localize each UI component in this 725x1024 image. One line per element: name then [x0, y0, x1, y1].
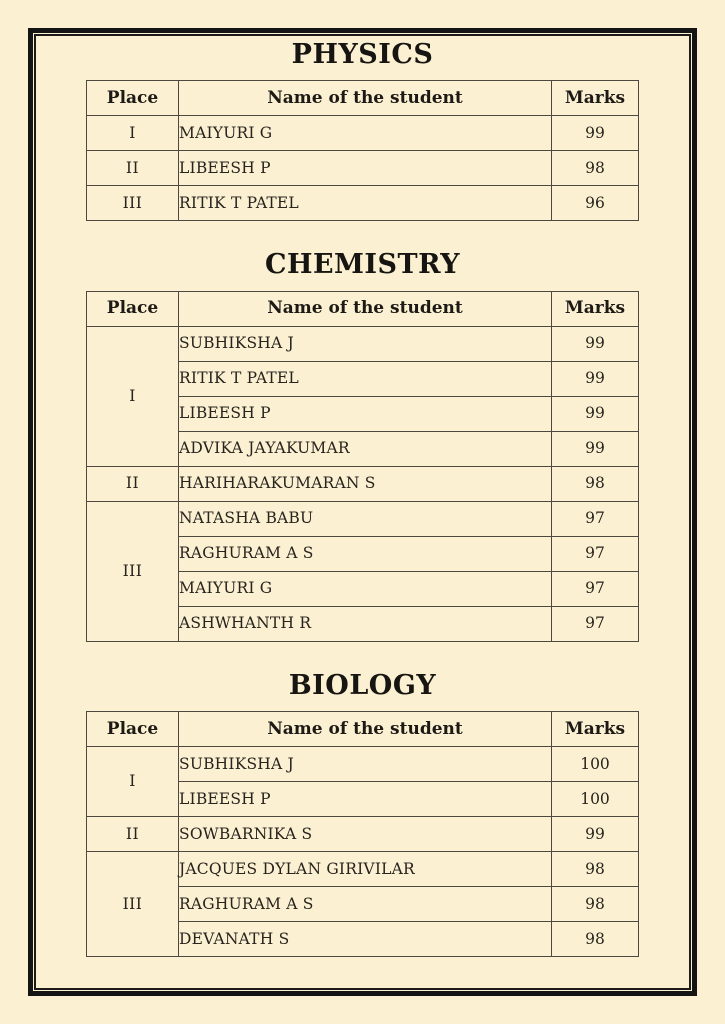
- place-cell: III: [87, 852, 179, 957]
- marks-cell: 99: [552, 326, 639, 361]
- marks-cell: 100: [552, 782, 639, 817]
- results-table: [86, 711, 639, 957]
- col-header-name: Name of the student: [179, 291, 552, 326]
- place-cell: II: [87, 151, 179, 186]
- marks-cell: 100: [552, 747, 639, 782]
- marks-cell: 99: [552, 116, 639, 151]
- col-header-name: Name of the student: [179, 81, 552, 116]
- results-table: [86, 291, 639, 642]
- student-name-cell: ASHWHANTH R: [179, 606, 552, 641]
- marks-cell: 97: [552, 501, 639, 536]
- marks-cell: 98: [552, 466, 639, 501]
- table-header-row: [87, 291, 639, 326]
- subject-section: [0, 41, 725, 221]
- subject-title: CHEMISTRY: [264, 249, 461, 281]
- subject-section: [0, 669, 725, 957]
- table-row: [87, 817, 639, 852]
- student-name-cell: SUBHIKSHA J: [179, 747, 552, 782]
- student-name-cell: RITIK T PATEL: [179, 186, 552, 221]
- student-name-cell: ADVIKA JAYAKUMAR: [179, 431, 552, 466]
- marks-cell: 98: [552, 852, 639, 887]
- place-cell: III: [87, 501, 179, 641]
- table-row: [87, 747, 639, 782]
- place-cell: III: [87, 186, 179, 221]
- student-name-cell: MAIYURI G: [179, 116, 552, 151]
- place-cell: I: [87, 747, 179, 817]
- col-header-marks: Marks: [552, 712, 639, 747]
- marks-cell: 99: [552, 361, 639, 396]
- results-table: [86, 80, 639, 221]
- student-name-cell: LIBEESH P: [179, 782, 552, 817]
- student-name-cell: LIBEESH P: [179, 151, 552, 186]
- marks-cell: 99: [552, 431, 639, 466]
- table-row: [87, 466, 639, 501]
- place-cell: II: [87, 817, 179, 852]
- place-cell: I: [87, 326, 179, 466]
- col-header-marks: Marks: [552, 81, 639, 116]
- student-name-cell: RITIK T PATEL: [179, 361, 552, 396]
- marks-cell: 98: [552, 922, 639, 957]
- subject-section: [0, 251, 725, 641]
- col-header-place: Place: [87, 81, 179, 116]
- student-name-cell: MAIYURI G: [179, 571, 552, 606]
- marks-cell: 98: [552, 887, 639, 922]
- student-name-cell: SOWBARNIKA S: [179, 817, 552, 852]
- student-name-cell: JACQUES DYLAN GIRIVILAR: [179, 852, 552, 887]
- student-name-cell: NATASHA BABU: [179, 501, 552, 536]
- marks-cell: 98: [552, 151, 639, 186]
- place-cell: II: [87, 466, 179, 501]
- marks-cell: 96: [552, 186, 639, 221]
- student-name-cell: RAGHURAM A S: [179, 887, 552, 922]
- table-row: [87, 326, 639, 361]
- student-name-cell: SUBHIKSHA J: [179, 326, 552, 361]
- col-header-marks: Marks: [552, 291, 639, 326]
- marks-cell: 97: [552, 536, 639, 571]
- marks-cell: 97: [552, 571, 639, 606]
- col-header-name: Name of the student: [179, 712, 552, 747]
- student-name-cell: DEVANATH S: [179, 922, 552, 957]
- place-cell: I: [87, 116, 179, 151]
- table-header-row: [87, 712, 639, 747]
- subject-title: PHYSICS: [291, 39, 434, 70]
- table-row: [87, 151, 639, 186]
- table-row: [87, 852, 639, 887]
- table-row: [87, 116, 639, 151]
- student-name-cell: HARIHARAKUMARAN S: [179, 466, 552, 501]
- col-header-place: Place: [87, 291, 179, 326]
- col-header-place: Place: [87, 712, 179, 747]
- table-row: [87, 186, 639, 221]
- marks-cell: 99: [552, 817, 639, 852]
- marks-cell: 97: [552, 606, 639, 641]
- table-header-row: [87, 81, 639, 116]
- student-name-cell: RAGHURAM A S: [179, 536, 552, 571]
- marks-cell: 99: [552, 396, 639, 431]
- student-name-cell: LIBEESH P: [179, 396, 552, 431]
- table-row: [87, 501, 639, 536]
- subject-title: BIOLOGY: [288, 669, 437, 701]
